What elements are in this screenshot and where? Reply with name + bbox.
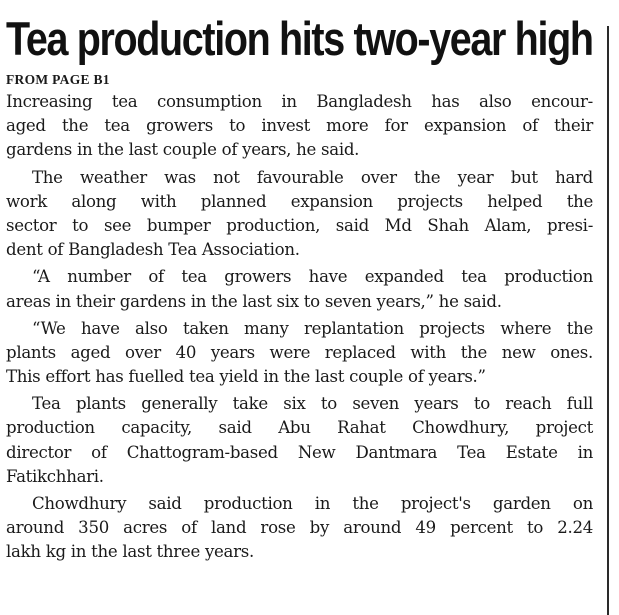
- news-article: [6, 8, 593, 615]
- text-line: “We have also taken many replantation projects where the: [32, 318, 593, 338]
- text-line: The weather was not favourable over the year but hard: [32, 167, 593, 187]
- text-line: Increasing tea consumption in Bangladesh has also encour-: [6, 92, 593, 111]
- text-line: gardens in the last couple of years, he said.: [6, 140, 360, 160]
- text-line: sector to see bumper production, said Md Shah Alam, presi-: [6, 215, 593, 235]
- text-line: Chowdhury said production in the project's garden on: [32, 494, 593, 513]
- text-line: This effort has fuelled tea yield in the last couple of years.”: [6, 367, 486, 387]
- text-line: Fatikchhari.: [6, 466, 104, 486]
- article-paragraph: [6, 492, 593, 565]
- article-paragraph: [6, 265, 593, 313]
- text-line: director of Chattogram-based New Dantmara Tea Estate in: [6, 442, 593, 462]
- text-line: dent of Bangladesh Tea Association.: [6, 240, 300, 260]
- article-paragraph: [6, 90, 593, 163]
- text-line: lakh kg in the last three years.: [6, 542, 254, 562]
- text-line: Tea plants generally take six to seven years to reach full: [32, 394, 593, 414]
- article-paragraph: [6, 317, 593, 390]
- text-line: “A number of tea growers have expanded tea production: [32, 267, 593, 287]
- article-paragraph: [6, 392, 593, 489]
- article-paragraph: [6, 166, 593, 263]
- text-line: plants aged over 40 years were replaced with the new ones.: [6, 342, 593, 362]
- article-headline: Tea production hits two-year high: [6, 12, 593, 65]
- text-line: production capacity, said Abu Rahat Chowdhury, project: [6, 418, 593, 438]
- jump-label: FROM PAGE B1: [6, 72, 110, 87]
- text-line: areas in their gardens in the last six to seven years,” he said.: [6, 291, 502, 311]
- text-line: around 350 acres of land rose by around 49 percent to 2.24: [6, 518, 593, 538]
- column-divider: [607, 26, 609, 615]
- text-line: aged the tea growers to invest more for expansion of their: [6, 116, 593, 136]
- text-line: work along with planned expansion projects helped the: [6, 191, 593, 211]
